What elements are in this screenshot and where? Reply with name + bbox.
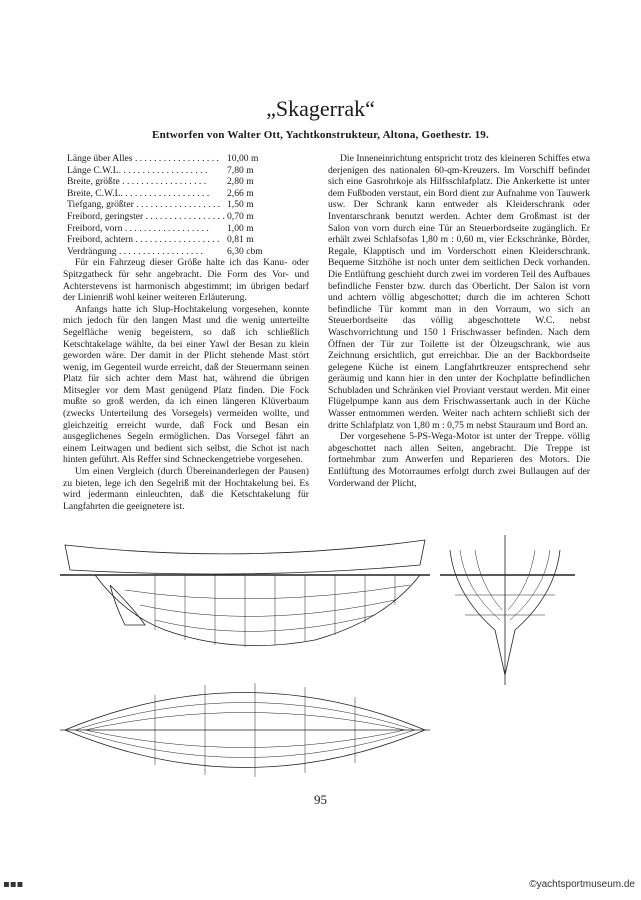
spec-value: 2,66 m: [227, 187, 254, 199]
spec-value: 10,00 m: [227, 153, 259, 164]
spec-value: 0,70 m: [227, 210, 254, 222]
spec-table: [63, 153, 309, 257]
watermark: ©yachtsportmuseum.de: [529, 879, 635, 890]
spec-value: 0,81 m: [227, 234, 254, 246]
paragraph: Um einen Vergleich (durch Übereinanderlegen der Pausen) zu bieten, lege ich den Segelriß mit der Hochtakelung bei. Es wird jedermann einleuchten, daß die Ketschtakelung für Langfahrten die geeignetere ist.: [63, 466, 309, 512]
spec-label: Länge über Alles . . .: [67, 153, 227, 165]
scan-mark: ▪▪▪: [3, 879, 24, 890]
spec-value: 1,00 m: [227, 222, 254, 234]
spec-row: [63, 165, 309, 177]
page-number: 95: [314, 792, 327, 807]
body-plan-view: [440, 535, 575, 685]
spec-row: [63, 153, 309, 165]
spec-label: Länge C.W.L. . . .: [67, 165, 227, 177]
spec-label: Freibord, achtern . . .: [67, 234, 227, 246]
spec-label: Breite, größte . . .: [67, 176, 227, 188]
article-title: „Skagerrak“: [266, 96, 375, 121]
spec-row: [63, 246, 309, 258]
spec-row: [63, 223, 309, 235]
spec-label: Breite, C.W.L. . . .: [67, 188, 227, 200]
spec-row: [63, 188, 309, 200]
spec-value: 6,30 cbm: [227, 245, 263, 257]
spec-value: 7,80 m: [227, 164, 254, 176]
hull-lines-drawing: [55, 535, 600, 785]
spec-row: [63, 176, 309, 188]
spec-value: 1,50 m: [227, 199, 254, 211]
plan-view: [60, 683, 430, 777]
paragraph: Anfangs hatte ich Slup-Hochtakelung vorgesehen, konnte mich jedoch für den langen Mast und die wenig unterteilte Segelfläche wenig begeistern, so daß ich schließlich Ketschtakelage wählte, da bei einer Yawl der Besan zu klein geworden wäre. Der damit in der Plicht stehende Mast stört wenig, im Gegenteil wurde erreicht, daß der Steuermann seinen Platz für sich achter dem Mast hat, während die übrigen Mitsegler vor dem Mast genügend Platz finden. Die Fock mußte so groß werden, da ich einen längeren Klüverbaum (zwecks Unterteilung des Vorsegels) vermeiden wollte, und gleichzeitig erreicht wurde, daß Fock und Besan ein ausgeglichenes Segeln ermöglichen. Das Vorsegel fährt an einem Leitwagen und bedient sich selbst, die Schot ist nach hinten geführt. Als Reffer sind Schneckengetriebe vorgesehen.: [63, 303, 309, 466]
spec-row: [63, 211, 309, 223]
right-column: [328, 153, 590, 489]
article-subtitle: Entworfen von Walter Ott, Yachtkonstrukteur, Altona, Goethestr. 19.: [152, 129, 489, 141]
spec-label: Tiefgang, größter . . .: [67, 199, 227, 211]
spec-label: Freibord, vorn . . .: [67, 223, 227, 235]
spec-row: [63, 234, 309, 246]
paragraph: Der vorgesehene 5-PS-Wega-Motor ist unter der Treppe. völlig abgeschottet nach allen Seiten, angebracht. Die Treppe ist fortnehmbar zum Anwerfen und Reparieren des Motors. Die Entlüftung des Motorraumes erfolgt durch zwei Bullaugen auf der Vorderwand der Plicht,: [328, 431, 590, 489]
spec-label: Freibord, geringster . . .: [67, 211, 227, 223]
spec-value: 2,80 m: [227, 176, 254, 188]
profile-view: [60, 540, 430, 647]
left-column: [63, 153, 309, 512]
paragraph: Für ein Fahrzeug dieser Größe halte ich das Kanu- oder Spitzgatheck für sehr angebracht. Die Form des Vor- und Achterstevens ist harmonisch abgestimmt; im übrigen bedarf der Linienriß wohl keiner weiteren Erläuterung.: [63, 257, 309, 304]
spec-label: Verdrängung . . .: [67, 246, 227, 258]
paragraph: Die Inneneinrichtung entspricht trotz des kleineren Schiffes etwa derjenigen des nationalen 60-qm-Kreuzers. Im Vorschiff befindet sich eine Gasrohrkoje als Hilfsschlafplatz. Die Ankerkette ist unter dem Fußboden verstaut, ein Bord dient zur Aufnahme von Tauwerk usw. Der Schrank kann entweder als Kleiderschrank oder Inventarschrank benutzt werden. Achter dem Großmast ist der Salon von vorn durch eine Tür an Steuerbordseite zugänglich. Er erhält zwei Schlafsofas 1,80 m : 0,60 m, vier Eckschränke, Börder, Regale, Klapptisch und im Vorderschott einen Kleiderschrank. Bequeme Sitzhöhe ist noch unter dem seitlichen Deck vorhanden. Die Entlüftung geschieht durch zwei im vorderen Teil des Aufbaues befindliche Fenster bzw. durch das Oberlicht. Der Salon ist vorn und achtern völlig abgeschottet; durch die im achteren Schott befindliche Tür kommt man in den Vorraum, wo sich an Steuerbordseite das völlig abgeschottete W.C. nebst Waschvorrichtung und 150 l Frischwasser befinden. Nach dem Öffnen der Tür zur Toilette ist der Ölzeugschrank, wie aus Zeichnung ersichtlich, gut erreichbar. Die an der Backbordseite gelegene Küche ist einem Langfahrtkreuzer entsprechend sehr geräumig und kann hier in den unter der Kochplatte befindlichen Schubladen und Schränken viel Proviant verstaut werden. Mit einer Flügelpumpe kann aus dem Frischwassertank auch in der Küche Wasser entnommen werden. Weiter nach achtern schließt sich der dritte Schlafplatz von 1,80 m : 0,75 m nebst Stauraum und Bord an.: [328, 153, 590, 431]
spec-row: [63, 199, 309, 211]
